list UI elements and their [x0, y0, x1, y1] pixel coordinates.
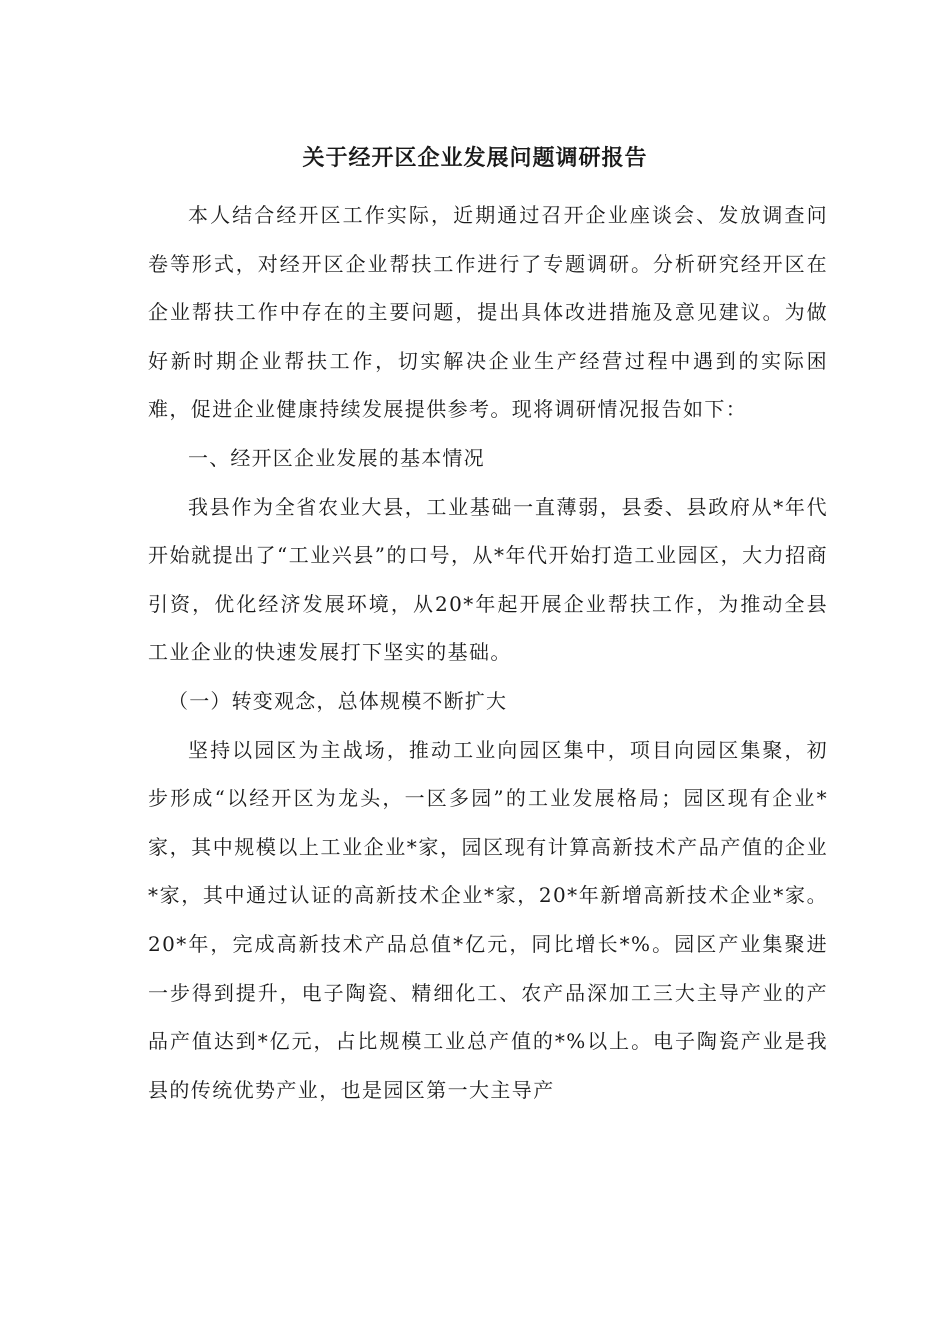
- subsection-heading: （一）转变观念，总体规模不断扩大: [168, 688, 508, 713]
- body-paragraph: 我县作为全省农业大县，工业基础一直薄弱，县委、县政府从*年代开始就提出了“工业兴县”的口号，从*年代开始打造工业园区，大力招商引资，优化经济发展环境，从20*年起开展企业帮扶工作，为推动全县工业企业的快速发展打下坚实的基础。: [148, 494, 828, 665]
- section-heading: 一、经开区企业发展的基本情况: [188, 445, 485, 470]
- intro-paragraph: 本人结合经开区工作实际，近期通过召开企业座谈会、发放调查问卷等形式，对经开区企业帮扶工作进行了专题调研。分析研究经开区在企业帮扶工作中存在的主要问题，提出具体改进措施及意见建议。为做好新时期企业帮扶工作，切实解决企业生产经营过程中遇到的实际困难，促进企业健康持续发展提供参考。现将调研情况报告如下：: [148, 203, 828, 422]
- body-paragraph: 坚持以园区为主战场，推动工业向园区集中，项目向园区集聚，初步形成“以经开区为龙头，一区多园”的工业发展格局；园区现有企业*家，其中规模以上工业企业*家，园区现有计算高新技术产品产值的企业*家，其中通过认证的高新技术企业*家，20*年新增高新技术企业*家。20*年，完成高新技术产品总值*亿元，同比增长*%。园区产业集聚进一步得到提升，电子陶瓷、精细化工、农产品深加工三大主导产业的产品产值达到*亿元，占比规模工业总产值的*%以上。电子陶瓷产业是我县的传统优势产业，也是园区第一大主导产: [148, 737, 828, 1102]
- document-body: [148, 191, 828, 1114]
- document-title: 关于经开区企业发展问题调研报告: [302, 145, 648, 171]
